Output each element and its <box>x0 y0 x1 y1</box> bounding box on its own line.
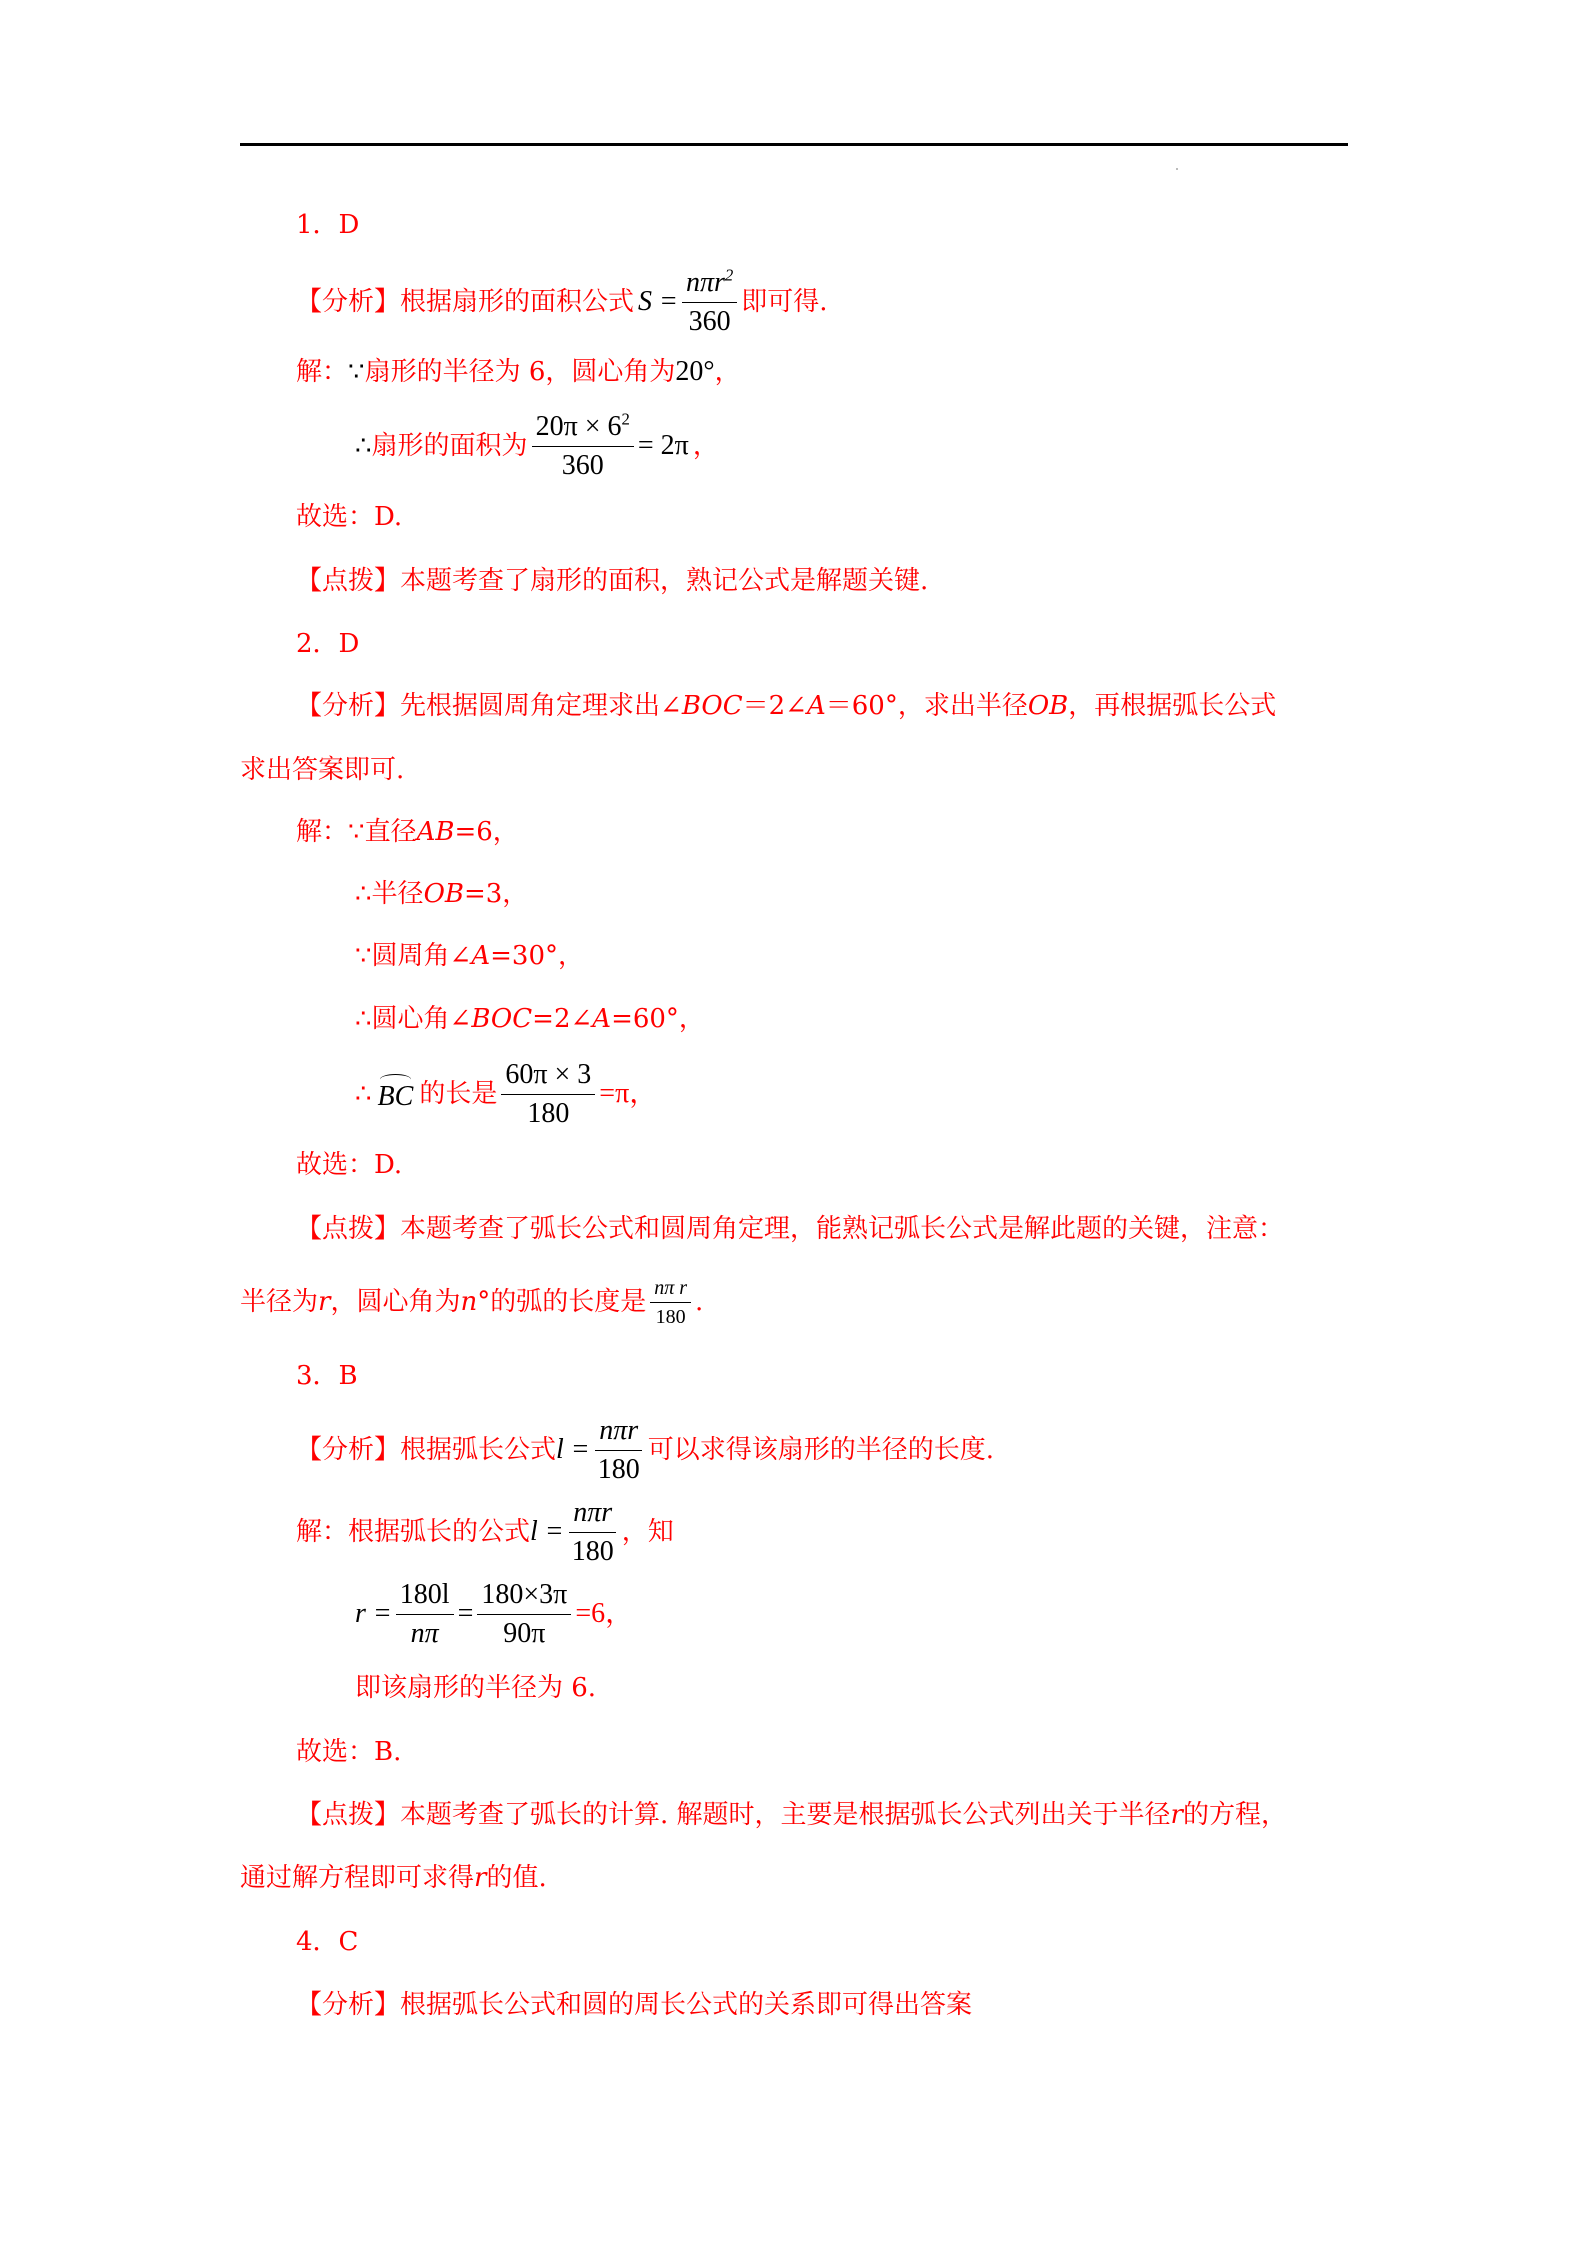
q1-number: 1．D <box>296 210 360 240</box>
because-symbol: ∵ <box>348 357 365 387</box>
equation-lhs: r = <box>355 1598 392 1629</box>
q2-step-1 <box>296 815 519 849</box>
tip-text: ，圆心角为 <box>330 1287 461 1317</box>
q1-analysis <box>296 264 828 340</box>
solution-text: 扇形的面积为 <box>371 431 528 461</box>
q3-choice <box>296 1735 401 1769</box>
tip-text: 本题考查了弧长公式和圆周角定理，能熟记弧长公式是解此题的关键，注意： <box>400 1214 1285 1244</box>
q3-tip-wrap <box>240 1861 547 1895</box>
fraction-denominator: 360 <box>561 449 604 481</box>
var-n: n <box>460 1287 478 1317</box>
analysis-tag: 【分析】 <box>296 287 401 317</box>
q3-tip <box>296 1798 1287 1832</box>
var-ob: OB <box>1027 691 1069 721</box>
tip-text: 通过解方程即可求得 <box>240 1863 475 1893</box>
therefore-symbol: ∴ <box>355 431 372 461</box>
because-symbol: ∵ <box>355 941 372 971</box>
tip-tag: 【点拨】 <box>296 1800 401 1830</box>
q1-solution-line2 <box>355 408 719 484</box>
step-text: =2∠ <box>532 1004 593 1034</box>
q3-conclusion <box>355 1671 596 1705</box>
var-boc: BOC <box>471 1004 533 1034</box>
solution-text: 扇形的半径为 6，圆心角为 <box>364 357 676 387</box>
punctuation: ， <box>714 357 741 387</box>
q3-analysis <box>296 1412 994 1488</box>
q2-step-2 <box>355 877 528 911</box>
analysis-text: 根据扇形的面积公式 <box>400 287 635 317</box>
analysis-text: 根据弧长公式 <box>400 1435 557 1465</box>
angle-value: 20° <box>675 356 715 387</box>
q2-analysis <box>296 689 1276 723</box>
step-text: 圆周角∠ <box>371 941 472 971</box>
q1-tip <box>296 564 928 598</box>
step-text: 半径 <box>371 879 424 909</box>
var-boc: BOC <box>681 691 743 721</box>
tip-text: 本题考查了弧长的计算. 解题时，主要是根据弧长公式列出关于半径 <box>400 1800 1171 1830</box>
tip-text: 的值. <box>486 1863 547 1893</box>
fraction-numerator: nπr <box>569 1496 616 1533</box>
analysis-text: ＝60°，求出半径 <box>825 691 1028 721</box>
fraction-denominator: 90π <box>503 1617 546 1649</box>
step-text: 的长是 <box>419 1079 498 1109</box>
q2-analysis-wrap <box>240 753 404 787</box>
therefore-symbol: ∴ <box>355 1079 372 1109</box>
q1-answer <box>296 208 359 242</box>
solution-label: 解： <box>296 357 349 387</box>
formula-lhs: l = <box>530 1516 564 1547</box>
area-fraction <box>532 410 634 483</box>
q2-step-4 <box>355 1002 705 1036</box>
fraction-denominator: 180 <box>527 1097 570 1129</box>
step-text: =30°， <box>490 941 584 971</box>
analysis-text: 先根据圆周角定理求出∠ <box>400 691 682 721</box>
q1-solution-line1 <box>296 355 741 389</box>
q3-number: 3．B <box>296 1361 358 1391</box>
fraction-numerator: nπr <box>685 266 725 298</box>
q2-tip-wrap <box>240 1272 703 1332</box>
punctuation: . <box>695 1287 704 1317</box>
solution-label: 解： <box>296 1517 349 1547</box>
fraction-numerator: nπ r <box>650 1276 691 1303</box>
var-a: A <box>806 691 826 721</box>
arc-length-fraction <box>594 1414 644 1487</box>
step-text: =6， <box>454 817 519 847</box>
solution-label: 解： <box>296 817 349 847</box>
analysis-text: 根据弧长公式和圆的周长公式的关系即可得出答案 <box>400 1990 973 2020</box>
scan-artifact <box>1176 168 1178 170</box>
fraction-denominator: 180 <box>655 1305 686 1328</box>
result: = 2π <box>637 430 689 461</box>
punctuation: ， <box>692 431 719 461</box>
q2-arc-length <box>355 1056 657 1132</box>
step-text: 直径 <box>364 817 417 847</box>
tip-text: 半径为 <box>240 1287 319 1317</box>
var-r: r <box>318 1287 331 1317</box>
fraction-denominator: 360 <box>688 305 731 337</box>
q3-solution <box>296 1494 674 1570</box>
q2-answer <box>296 627 359 661</box>
choice-text: 故选：D. <box>296 502 403 532</box>
analysis-text: ，再根据弧长公式 <box>1068 691 1277 721</box>
q2-tip <box>296 1212 1284 1246</box>
step-text: =3， <box>463 879 529 909</box>
tip-text: °的弧的长度是 <box>477 1287 647 1317</box>
var-r: r <box>474 1863 487 1893</box>
q3-answer <box>296 1359 358 1393</box>
sector-area-fraction <box>682 266 737 339</box>
analysis-tag: 【分析】 <box>296 1990 401 2020</box>
var-a: A <box>471 941 491 971</box>
analysis-tag: 【分析】 <box>296 691 401 721</box>
result: =π， <box>599 1078 658 1109</box>
solution-text: ，知 <box>621 1517 674 1547</box>
formula-lhs: l = <box>556 1434 590 1465</box>
var-ob: OB <box>423 879 464 909</box>
step-text: =60°， <box>611 1004 705 1034</box>
analysis-tag: 【分析】 <box>296 1435 401 1465</box>
q4-number: 4．C <box>296 1927 359 1957</box>
arc-length-fraction <box>568 1496 618 1569</box>
var-ab: AB <box>416 817 455 847</box>
tip-text: 的方程， <box>1182 1800 1287 1830</box>
tip-tag: 【点拨】 <box>296 1214 401 1244</box>
formula-lhs: S = <box>638 286 678 317</box>
fraction-numerator: 180l <box>396 1578 454 1615</box>
fraction-numerator: nπr <box>595 1414 642 1451</box>
fraction-numerator: 60π × 3 <box>501 1058 595 1095</box>
q4-answer <box>296 1925 358 1959</box>
exponent: 2 <box>621 409 630 429</box>
q2-choice <box>296 1148 402 1182</box>
therefore-symbol: ∴ <box>355 879 372 909</box>
fraction-denominator: 180 <box>571 1535 614 1567</box>
equals-sign: = <box>457 1598 474 1629</box>
arc-formula-fraction <box>650 1276 691 1329</box>
choice-text: 故选：D. <box>296 1150 403 1180</box>
q2-step-3 <box>355 939 584 973</box>
fraction-numerator: 180×3π <box>477 1578 571 1615</box>
analysis-text: 求出答案即可. <box>240 755 405 785</box>
step-text: 圆心角∠ <box>371 1004 472 1034</box>
analysis-text-end: 即可得. <box>741 287 828 317</box>
analysis-text: ＝2∠ <box>742 691 807 721</box>
radius-fraction-2 <box>477 1578 571 1651</box>
fraction-numerator: 20π × 6 <box>535 410 622 442</box>
var-r: r <box>1170 1800 1183 1830</box>
arc-length-fraction <box>501 1058 595 1131</box>
solution-text: 根据弧长的公式 <box>348 1517 531 1547</box>
q1-choice <box>296 500 402 534</box>
because-symbol: ∵ <box>348 817 365 847</box>
conclusion-text: 即该扇形的半径为 6. <box>355 1673 597 1703</box>
var-a: A <box>592 1004 612 1034</box>
q4-analysis <box>296 1988 972 2022</box>
choice-text: 故选：B. <box>296 1737 402 1767</box>
arc-bc: BC <box>378 1074 414 1114</box>
fraction-denominator: 180 <box>597 1453 640 1485</box>
analysis-text-end: 可以求得该扇形的半径的长度. <box>647 1435 994 1465</box>
tip-tag: 【点拨】 <box>296 566 401 596</box>
exponent: 2 <box>724 265 734 285</box>
result: =6， <box>575 1598 634 1629</box>
header-rule <box>240 143 1348 146</box>
tip-text: 本题考查了扇形的面积，熟记公式是解题关键. <box>400 566 929 596</box>
radius-fraction-1 <box>396 1578 454 1651</box>
therefore-symbol: ∴ <box>355 1004 372 1034</box>
fraction-denominator: nπ <box>410 1617 439 1649</box>
q2-number: 2．D <box>296 629 360 659</box>
q3-radius-equation <box>355 1576 633 1652</box>
